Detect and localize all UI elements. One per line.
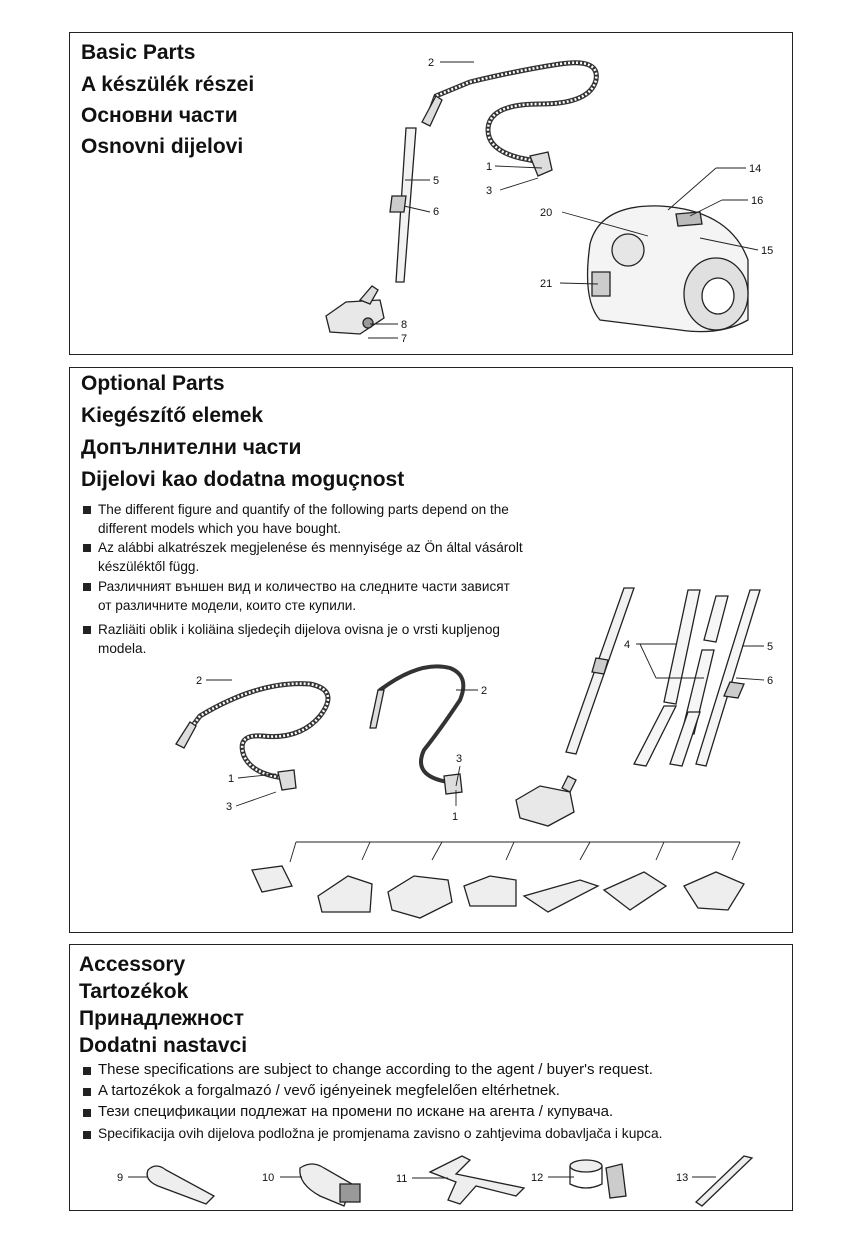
optional-tube-drawing — [566, 588, 634, 754]
accessory-illustration — [0, 1150, 851, 1210]
accessory-note-2 — [83, 1082, 560, 1101]
accessory-note-1 — [83, 1061, 653, 1080]
nozzle-drawings — [252, 866, 744, 918]
callout-15: 15 — [761, 245, 774, 257]
callout-9: 9 — [117, 1172, 124, 1184]
basic-heading-bg: Основни части — [81, 104, 238, 127]
small-brush-drawing — [606, 1164, 626, 1198]
hose-drawing — [422, 63, 596, 176]
basic-heading-en: Basic Parts — [81, 41, 196, 64]
basic-heading-hr: Osnovni dijelovi — [81, 135, 244, 158]
accessory-note-4 — [83, 1125, 662, 1144]
callout-20: 20 — [540, 207, 553, 219]
note-line: different models which you have bought. — [98, 520, 342, 536]
accessory-heading-hu: Tartozékok — [79, 980, 189, 1003]
note-line: Specifikacija ovih dijelova podložna je promjenama zavisno o zahtjevima dobavljača i kupca. — [98, 1126, 663, 1141]
callout-13: 13 — [676, 1172, 689, 1184]
optional-note-1 — [83, 501, 509, 538]
callout-8: 8 — [401, 319, 408, 331]
callout-12: 12 — [531, 1172, 544, 1184]
accessory-heading-bg: Принадлежност — [79, 1007, 245, 1030]
callout-2: 2 — [428, 57, 435, 69]
floor-brush-drawing — [326, 286, 384, 334]
callout-3: 3 — [486, 185, 493, 197]
callout-16: 16 — [751, 195, 764, 207]
optional-heading-bg: Допълнителни части — [81, 436, 302, 459]
callout-7: 7 — [401, 333, 408, 345]
callout-6b: 6 — [767, 675, 774, 687]
upholstery-tool-drawing — [430, 1156, 524, 1204]
note-line: modela. — [98, 640, 147, 656]
callout-2b: 2 — [481, 685, 488, 697]
bullet-square-icon — [83, 1109, 91, 1117]
wand-drawing — [696, 1156, 752, 1206]
note-line: от различните модели, които сте купили. — [98, 597, 357, 613]
bullet-square-icon — [83, 1067, 91, 1075]
crevice-tool-drawing — [147, 1166, 214, 1204]
callout-1b: 1 — [452, 811, 459, 823]
vacuum-body-drawing — [588, 206, 748, 332]
bullet-square-icon — [83, 1131, 91, 1139]
accessory-heading-hr: Dodatni nastavci — [79, 1034, 248, 1057]
note-line: készüléktől függ. — [98, 558, 200, 574]
callout-2a: 2 — [196, 675, 203, 687]
callout-14: 14 — [749, 163, 762, 175]
callout-5b: 5 — [767, 641, 774, 653]
bullet-square-icon — [83, 544, 91, 552]
callout-4: 4 — [624, 639, 631, 651]
telescopic-tube-drawing — [390, 128, 416, 282]
callout-1a: 1 — [228, 773, 235, 785]
note-line: Az alábbi alkatrészek megjelenése és mennyisége az Ön által vásárolt — [98, 540, 523, 555]
accessory-note-3 — [83, 1103, 613, 1122]
hose-a-drawing — [176, 684, 328, 790]
optional-heading-hr: Dijelovi kao dodatna moguçnost — [81, 468, 405, 491]
bullet-square-icon — [83, 506, 91, 514]
callout-10: 10 — [262, 1172, 275, 1184]
basic-heading-hu: A készülék részei — [81, 73, 255, 96]
bullet-square-icon — [83, 1088, 91, 1096]
callout-3a: 3 — [226, 801, 233, 813]
hose-b-drawing — [370, 666, 463, 794]
callout-5: 5 — [433, 175, 440, 187]
adapter-ring-drawing — [570, 1160, 602, 1172]
nozzle-options-bracket — [290, 842, 740, 862]
callout-11: 11 — [396, 1173, 408, 1185]
note-line: The different figure and quantify of the following parts depend on the — [98, 502, 509, 517]
optional-floor-brush-drawing — [516, 776, 576, 826]
callout-21: 21 — [540, 278, 553, 290]
note-line: These specifications are subject to change according to the agent / buyer's request. — [98, 1061, 653, 1078]
optional-heading-en: Optional Parts — [81, 372, 225, 395]
callout-6: 6 — [433, 206, 440, 218]
note-line: Различният външен вид и количество на следните части зависят — [98, 579, 510, 594]
note-line: Razliäiti oblik i koliäina sljedeçih dijelova ovisna je o vrsti kupljenog — [98, 622, 500, 637]
callout-3b: 3 — [456, 753, 463, 765]
accessory-heading-en: Accessory — [79, 953, 186, 976]
note-line: A tartozékok a forgalmazó / vevő igényeinek megfelelően eltérhetnek. — [98, 1082, 560, 1099]
callout-1: 1 — [486, 161, 493, 173]
note-line: Тези спецификации подлежат на промени по искане на агента / купувача. — [98, 1103, 614, 1120]
basic-parts-illustration — [0, 0, 851, 360]
optional-heading-hu: Kiegészítő elemek — [81, 404, 264, 427]
optional-parts-illustration — [0, 570, 851, 925]
